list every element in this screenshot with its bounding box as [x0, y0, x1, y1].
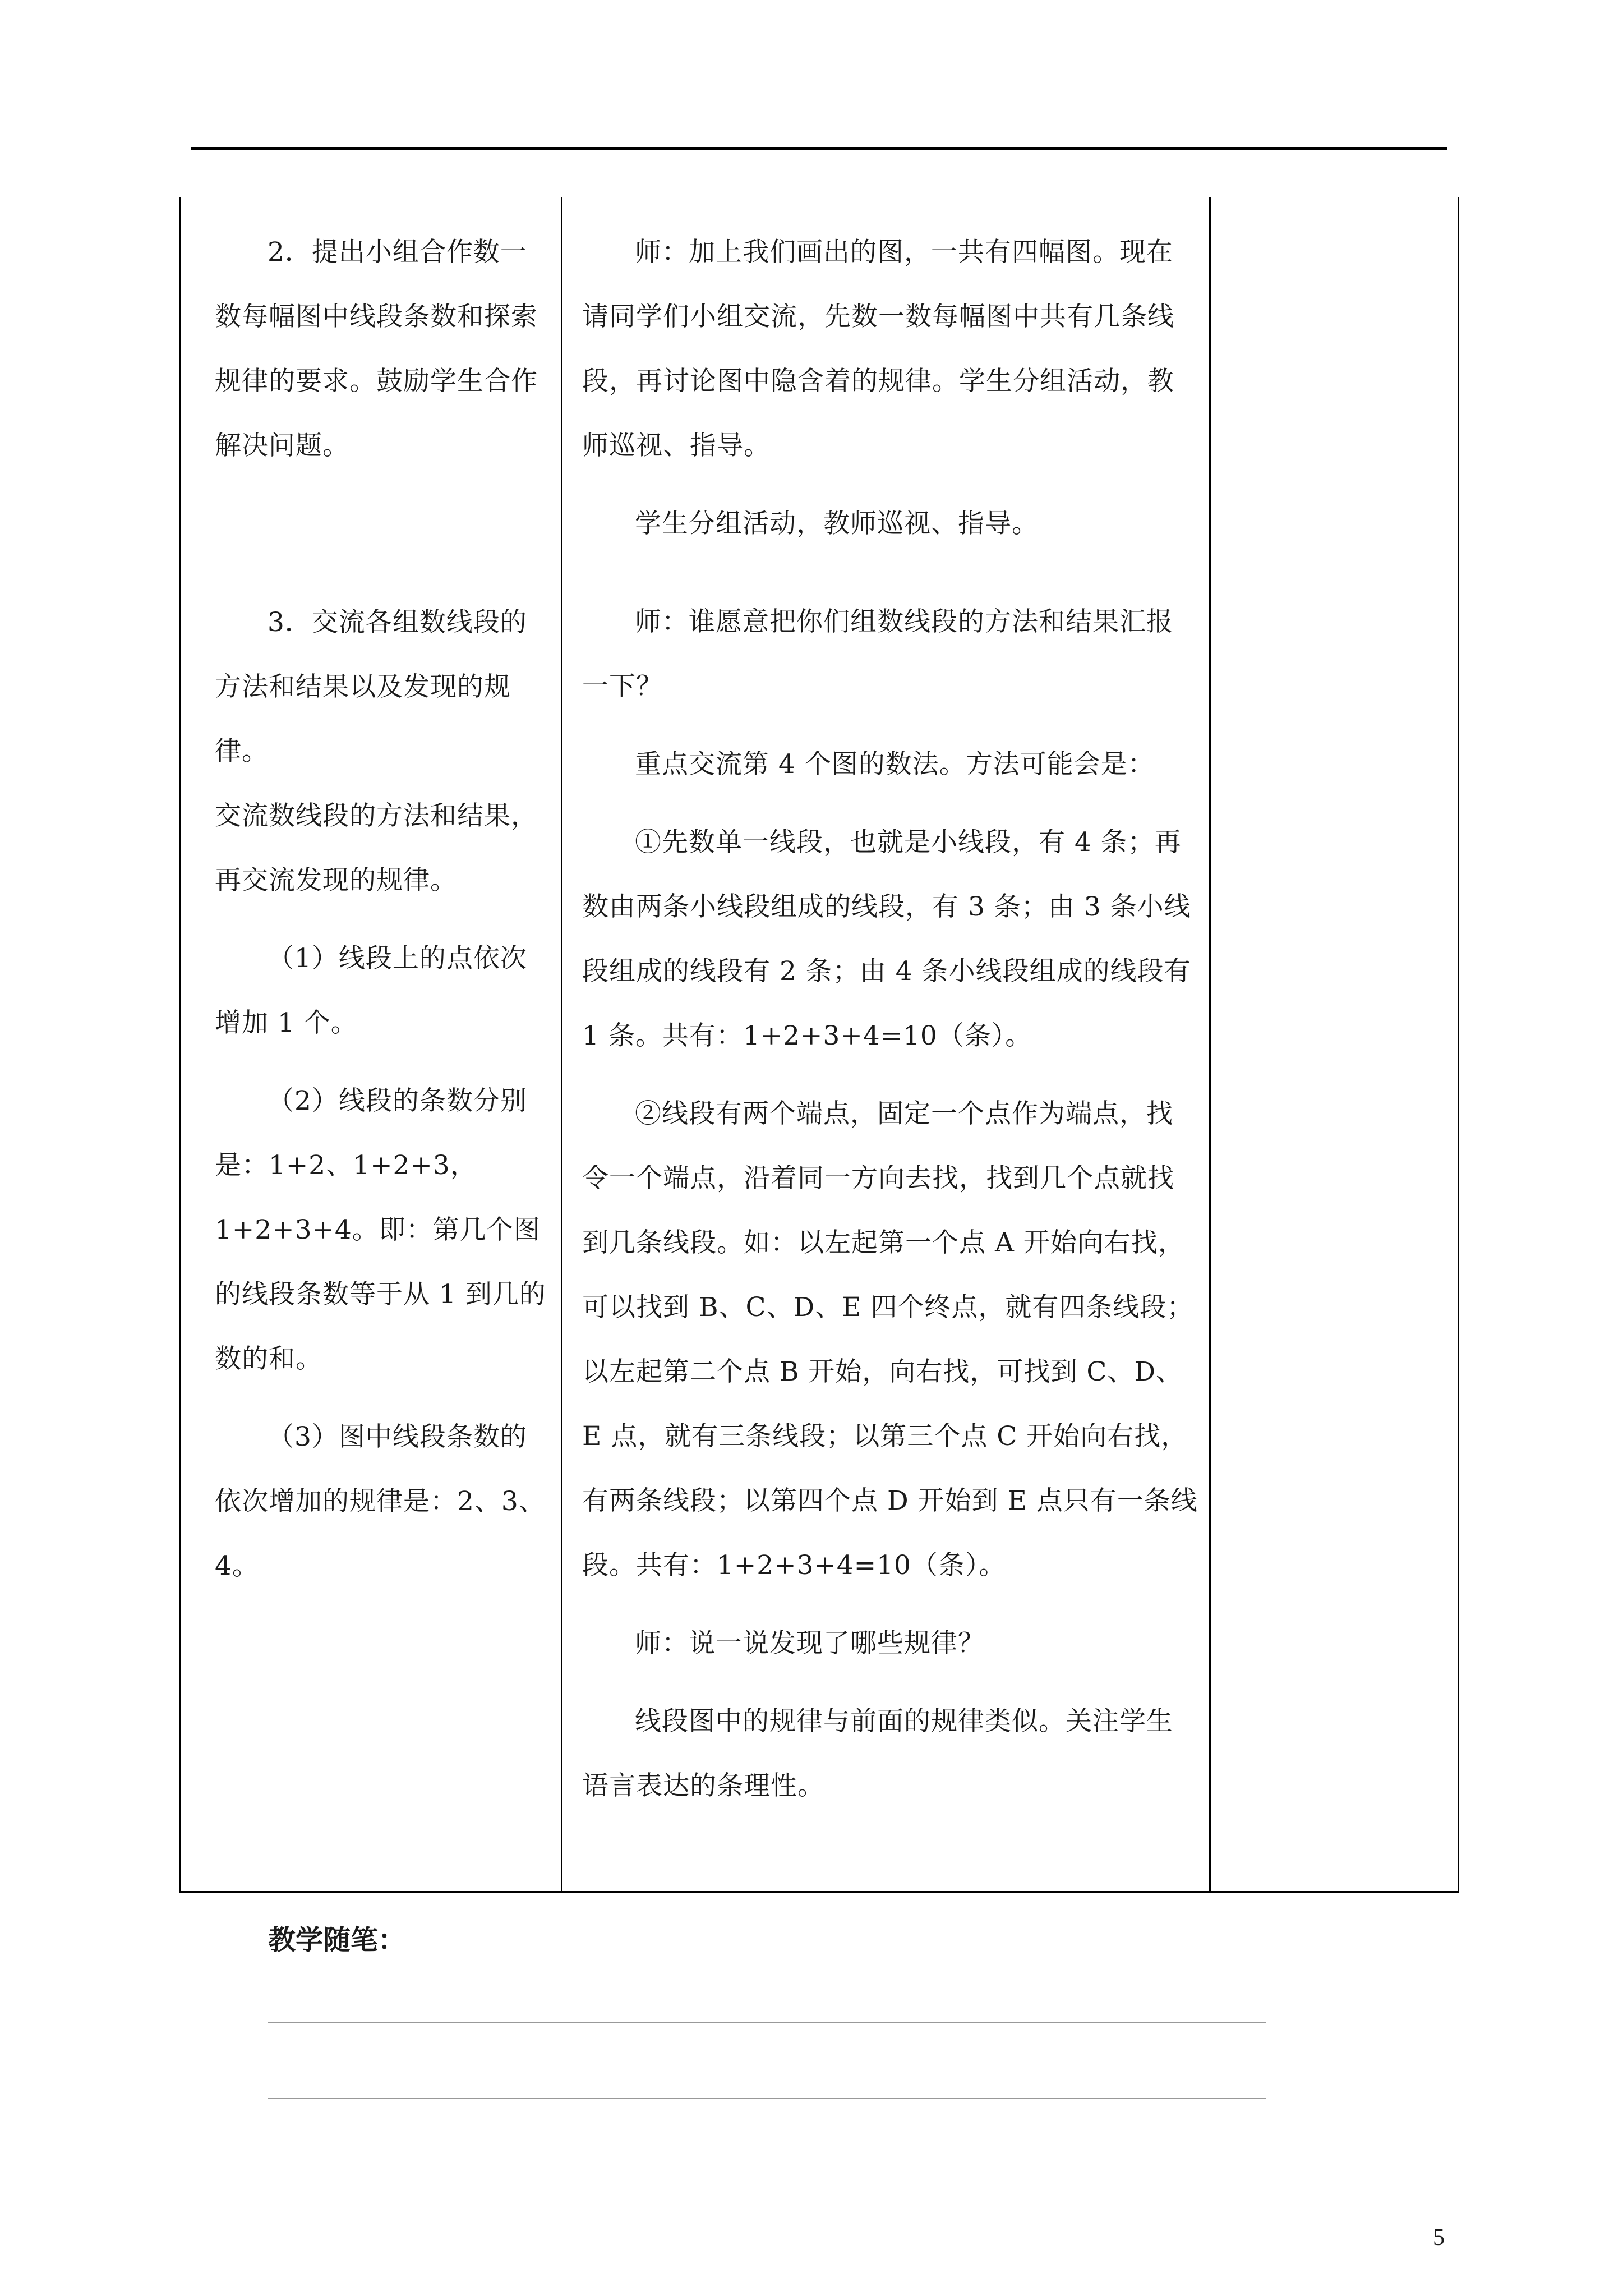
note-line-1: [268, 2022, 1266, 2023]
column-divider-right: [1209, 197, 1211, 1891]
step-3-text: 3．交流各组数线段的方法和结果以及发现的规律。: [215, 607, 527, 767]
focus-exchange-text: 重点交流第 4 个图的数法。方法可能会是：: [635, 749, 1155, 780]
method-1-text: ①先数单一线段，也就是小线段，有 4 条；再数由两条小线段组成的线段，有 3 条；由 3 条小线段组成的线段有 2 条；由 4 条小线段组成的线段有 1 条。共有：1+2+3+4=10（条）。: [582, 827, 1191, 1051]
rule-3-text: （3）图中线段条数的依次增加的规律是：2、3、4。: [215, 1421, 546, 1581]
lesson-table: [179, 197, 1459, 1893]
note-line-2: [268, 2098, 1266, 2099]
teacher-instruction-1: 师：加上我们画出的图，一共有四幅图。现在请同学们小组交流，先数一数每幅图中共有几条线段，再讨论图中隐含着的规律。学生分组活动，教师巡视、指导。: [582, 237, 1174, 461]
header-rule: [191, 147, 1447, 150]
teaching-steps-cell: [215, 197, 551, 1598]
method-2-text: ②线段有两个端点，固定一个点作为端点，找令一个端点，沿着同一方向去找，找到几个点就找到几条线段。如：以左起第一个点 A 开始向右找，可以找到 B、C、D、E 四个终点，就有四条线段；以左起第二个点 B 开始，向右找，可找到 C、D、E 点，就有三条线段；以第三个点 C 开始向右找，有两条线段；以第四个点 D 开始到 E 点只有一条线段。共有：1+2+3+4=10（条）。: [582, 1098, 1198, 1581]
rule-1-text: （1）线段上的点依次增加 1 个。: [215, 943, 527, 1038]
teaching-process-cell: [582, 197, 1199, 1818]
summary-text: 线段图中的规律与前面的规律类似。关注学生语言表达的条理性。: [582, 1706, 1173, 1801]
column-divider-left: [561, 197, 562, 1891]
step-2-text: 2．提出小组合作数一数每幅图中线段条数和探索规律的要求。鼓励学生合作解决问题。: [215, 237, 538, 461]
teaching-notes-title: 教学随笔：: [268, 1924, 406, 1956]
step-3-detail: 交流数线段的方法和结果，再交流发现的规律。: [215, 800, 538, 896]
teacher-question-2: 师：说一说发现了哪些规律？: [635, 1628, 985, 1659]
teacher-question-1: 师：谁愿意把你们组数线段的方法和结果汇报一下？: [582, 606, 1173, 702]
page-number: 5: [1433, 2225, 1445, 2251]
rule-2-text: （2）线段的条数分别是：1+2、1+2+3，1+2+3+4。即：第几个图的线段条数等于从 1 到几的数的和。: [215, 1085, 546, 1374]
student-activity-text: 学生分组活动，教师巡视、指导。: [635, 508, 1039, 539]
